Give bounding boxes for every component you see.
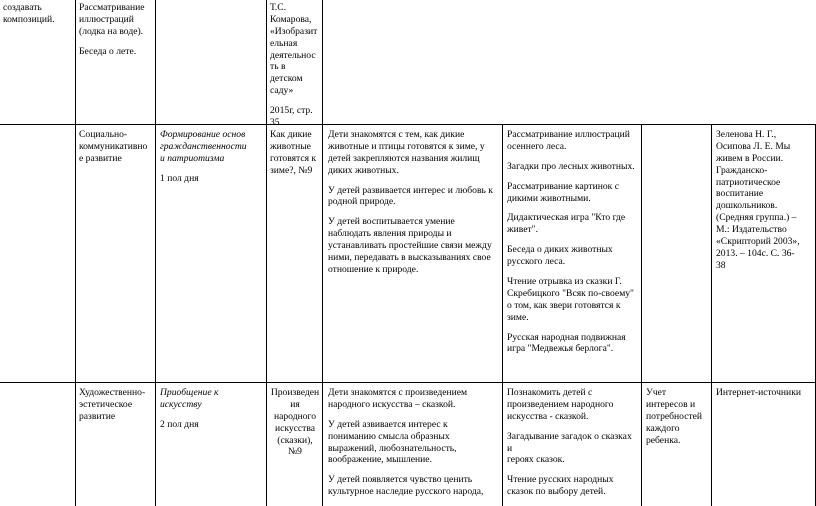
row1-col2-cell [79,2,153,58]
row2-activity-6: Чтение отрывка из сказки Г. Скребицкого "Всяк по-своему" о том, как звери готовятся к зиме. [507,276,634,323]
row3-topic-cell [160,387,264,431]
column-border [502,124,503,506]
row3-individual-approach: Учет интересов и потребностей каждого ребенка. [646,387,703,446]
row2-goal-2: У детей развивается интерес и любовь к родной природе. [328,184,493,208]
row2-activity-7: Русская народная подвижная игра "Медвежья берлога". [507,331,626,355]
row1-col1-text: создавать композиций. [3,2,55,25]
row2-activity-5: Беседа о диких животных русского леса. [507,244,613,268]
row2-activity-2: Загадки про лесных животных. [507,160,635,172]
column-border [75,0,76,506]
row2-goals-cell [328,129,500,276]
row3-goal-1: Дети знакомятся с произведением народного искусства – сказкой. [328,387,468,410]
row2-topic-title: Формирование основ гражданственности и патриотизма [160,129,247,164]
row3-time: 2 пол дня [160,418,199,430]
row1-col2-text-2: Беседа о лете. [79,45,137,57]
column-border [266,0,267,506]
row3-goals-cell [328,387,500,498]
column-border [711,124,712,506]
row2-topic-cell [160,129,264,185]
row3-lesson-title: Произведен ия народного искусства (сказки), №9 [270,387,320,458]
row3-activities-cell [507,387,639,498]
row3-activity-2: Загадывание загадок о сказках и героях сказок. [507,430,632,466]
row3-literature: Интернет-источники [716,387,801,398]
row3-activity-3: Чтение русских народных сказок по выбору детей. [507,474,614,498]
row3-goal-3: У детей появляется чувство ценить культурное наследие русского народа, [328,474,484,498]
column-border [155,0,156,506]
row3-activity-1: Познакомить детей с произведением народного искусства - сказкой. [507,387,614,422]
row1-col4-cell [270,2,322,129]
row1-col4-reference: Т.С. Комарова, «Изобразит ельная деятельнос ть в детском саду» [270,2,318,97]
row1-col4-pages: 2015г, стр. 35 [270,105,313,129]
row2-activity-4: Дидактическая игра "Кто где живет". [507,212,626,236]
row-border [0,124,816,125]
row-border [0,382,816,383]
column-border [641,124,642,506]
row2-area-label: Социально- коммуникативно е развитие [79,129,148,164]
row1-col2-text: Рассматривание иллюстраций (лодка на воде). [79,2,145,37]
row2-time: 1 пол дня [160,172,199,184]
row2-activity-1: Рассматривание иллюстраций осеннего леса. [507,129,630,152]
row2-literature: Зеленова Н. Г., Осипова Л. Е. Мы живем в России. Гражданско- патриотическое воспитание дошкольников. (Средняя группа.) – М.: Издательство «Скрипторий 2003», 2013. – 104с. С. 36- 38 [716,129,800,271]
row2-lesson-title: Как дикие животные готовятся к зиме?, №9 [270,129,317,176]
row2-activities-cell [507,129,639,355]
row3-goal-2: У детей азвивается интерес к пониманию смысла образных выражений, любознательность, воображение, мышление. [328,418,457,466]
row2-goal-3: У детей воспитывается умение наблюдать явления природы и устанавливать простейшие связи между ними, передавать в высказываниях свое отношение к природе. [328,216,492,275]
row2-activity-3: Рассматривание картинок с дикими животными. [507,180,619,204]
row3-topic-title: Приобщение к искусству [160,387,219,410]
row2-goal-1: Дети знакомятся с тем, как дикие животные и птицы готовятся к зиме, у детей закрепляются названия жилищ диких животных. [328,129,485,176]
row3-area-label: Художественно- эстетическое развитие [79,387,146,422]
column-border [322,0,323,506]
